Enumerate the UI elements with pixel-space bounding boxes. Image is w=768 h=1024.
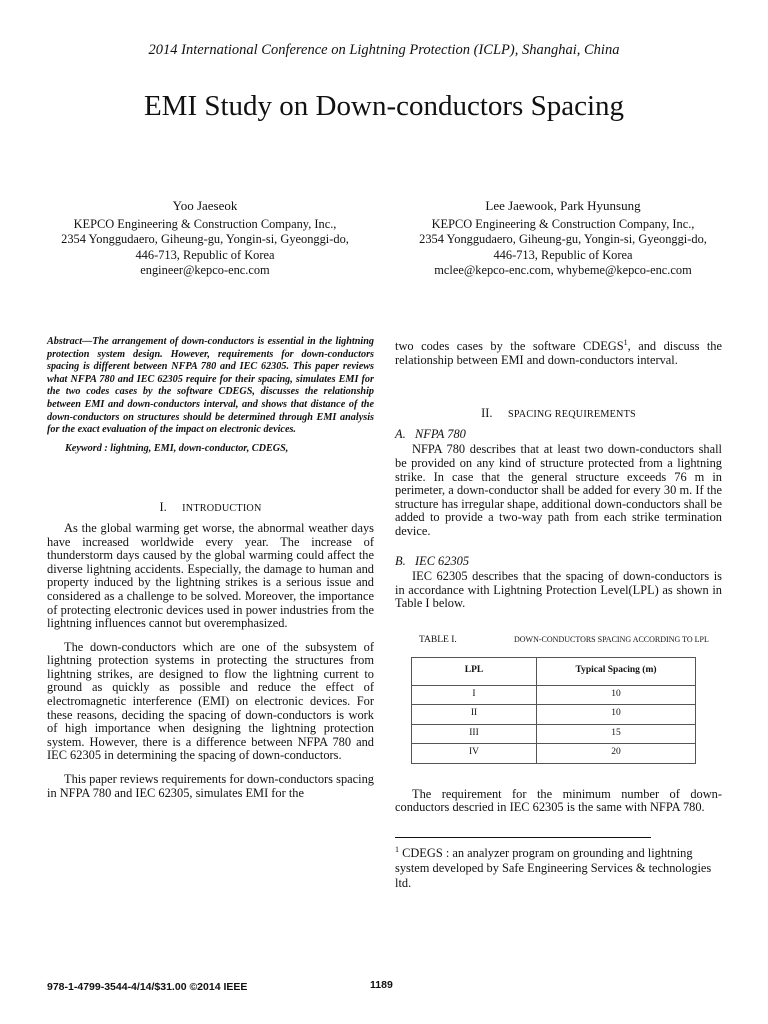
conference-header: 2014 International Conference on Lightning Protection (ICLP), Shanghai, China — [148, 42, 620, 58]
subsection-label: A. — [395, 426, 406, 441]
subsection-title: NFPA 780 — [415, 426, 466, 441]
table-row — [412, 724, 696, 744]
section-number: II. — [481, 406, 493, 421]
left-column — [47, 336, 374, 800]
page-number: 1189 — [370, 979, 393, 991]
table-header-cell: LPL — [412, 657, 537, 685]
table-cell: III — [412, 724, 537, 744]
table-caption — [395, 633, 722, 648]
abstract: Abstract—The arrangement of down-conductors is essential in the lightning protection system design. However, requirements for down-conductors spacing is different between NFPA 780 and IEC 62305. This paper reviews what NFPA 780 and IEC 62305 require for their spacing, simulates EMI for the two codes cases by the software CDEGS, discusses the relationship between EMI and down-conductors interval, and shows that distance of the down-conductors on structures should be determined through EMI analysis for the exact evaluation of the impact on electronic devices. — [47, 336, 374, 436]
author-name: Yoo Jaeseok — [172, 198, 238, 213]
section-title: SPACING REQUIREMENTS — [507, 409, 636, 421]
footnote-text: CDEGS : an analyzer program on grounding and lightning system developed by Safe Engineering Services & technologies ltd. — [395, 845, 712, 890]
table-row — [412, 685, 696, 705]
right-column — [395, 337, 723, 891]
keywords: Keyword : lightning, EMI, down-conductor, CDEGS, — [65, 442, 289, 454]
paragraph-continued — [395, 337, 723, 367]
subsection-heading-nfpa — [395, 428, 722, 442]
section-heading-introduction — [47, 501, 374, 516]
table-header-row — [412, 657, 696, 685]
author-block-2 — [396, 198, 730, 279]
section-heading-spacing — [395, 407, 722, 422]
section-number: I. — [159, 500, 167, 515]
table-cell: 10 — [537, 705, 696, 725]
table-label: TABLE I. — [419, 634, 457, 645]
paragraph: IEC 62305 describes that the spacing of down-conductors is in accordance with Lightning Protection Level(LPL) as shown in Table I below. — [395, 569, 722, 611]
paragraph: The requirement for the minimum number of down-conductors descried in IEC 62305 is the same with NFPA 780. — [395, 786, 722, 815]
footnote-reference: 1 — [623, 337, 628, 347]
table-cell: II — [412, 705, 537, 725]
table-cell: IV — [412, 744, 537, 764]
table-cell: I — [412, 685, 537, 705]
isbn-copyright: 978-1-4799-3544-4/14/$31.00 ©2014 IEEE — [47, 981, 248, 993]
author-email: engineer@kepco-enc.com — [140, 263, 270, 278]
paragraph: NFPA 780 describes that at least two down-conductors shall be provided on any kind of structure protected from a lightning strike. In case that the general structure exceeds 76 m in perimeter, a down-conductor shall be added for every 30 m. If the structure has irregular shape, additional down-conductors shall be added to provide a two-way path from each strike termination device. — [395, 442, 722, 538]
paragraph: As the global warming get worse, the abnormal weather days have increased worldwide every year. The increase of thunderstorm days caused by the global warming could affect the diverse lightning accidents. Especially, the damage to human and property induced by the lightning strikes is a serious issue and considered as a challenge to be solved. Moreover, the importance of protecting electronic devices used in power industries from the lightning influences cannot but overemphasized. — [47, 520, 374, 631]
paper-title: EMI Study on Down-conductors Spacing — [143, 90, 625, 122]
author-address: 2354 Yonggudaero, Giheung-gu, Yongin-si, Gyeonggi-do, — [419, 232, 707, 247]
author-address-country: 446-713, Republic of Korea — [493, 247, 633, 262]
author-email: mclee@kepco-enc.com, whybeme@kepco-enc.com — [434, 263, 692, 278]
table-row — [412, 744, 696, 764]
author-name: Lee Jaewook, Park Hyunsung — [485, 198, 641, 213]
section-title: INTRODUCTION — [182, 503, 262, 515]
table-row — [412, 705, 696, 725]
footnote — [395, 846, 722, 891]
table-cell: 15 — [537, 724, 696, 744]
author-block-1 — [38, 198, 372, 279]
author-address-country: 446-713, Republic of Korea — [135, 247, 275, 262]
subsection-heading-iec — [395, 555, 722, 569]
table-title: DOWN-CONDUCTORS SPACING ACCORDING TO LPL — [514, 634, 709, 644]
author-address: 2354 Yonggudaero, Giheung-gu, Yongin-si, Gyeonggi-do, — [61, 232, 349, 247]
spacing-table — [411, 657, 696, 764]
author-affiliation: KEPCO Engineering & Construction Company, Inc., — [431, 216, 695, 231]
paragraph: The down-conductors which are one of the subsystem of lightning protection systems in protecting the structures from lightning strikes, are designed to flow the lightning current to ground as quickly as possible and reduce the effect of electromagnetic interference (EMI) on electronic devices. For these reasons, deciding the spacing of down-conductors is work of high importance when designing the lightning protection system. However, there is a difference between NFPA 780 and IEC 62305 in determining the spacing of down-conductors. — [47, 639, 374, 763]
subsection-label: B. — [395, 553, 406, 568]
footnote-divider — [395, 837, 651, 838]
table-header-cell: Typical Spacing (m) — [537, 657, 696, 685]
text-run: , and discuss the relationship between EMI and down-conductors interval. — [395, 339, 723, 367]
subsection-title: IEC 62305 — [415, 553, 470, 568]
text-run: two codes cases by the software CDEGS — [395, 339, 624, 353]
table-cell: 20 — [537, 744, 696, 764]
paragraph: This paper reviews requirements for down-conductors spacing in NFPA 780 and IEC 62305, simulates EMI for the — [47, 772, 374, 800]
table-cell: 10 — [537, 685, 696, 705]
footnote-mark: 1 — [395, 844, 399, 854]
author-affiliation: KEPCO Engineering & Construction Company, Inc., — [73, 216, 337, 231]
